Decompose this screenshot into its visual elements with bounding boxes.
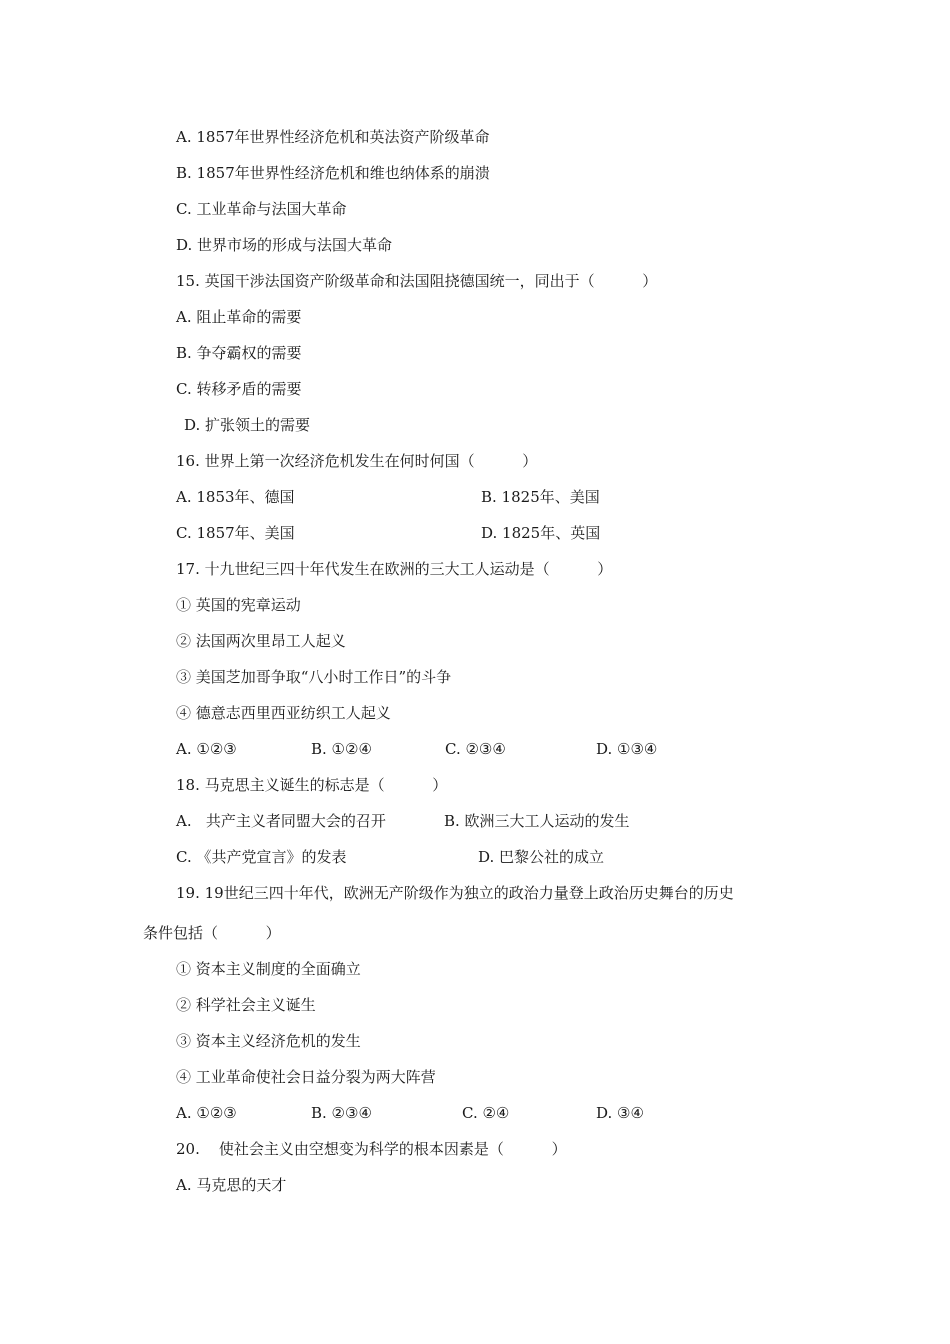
option-17b: B. ①②④ bbox=[311, 740, 372, 758]
item-19-3: ③ 资本主义经济危机的发生 bbox=[176, 1032, 361, 1050]
question-20: 20. 使社会主义由空想变为科学的根本因素是（ ） bbox=[176, 1140, 567, 1158]
option-17d: D. ①③④ bbox=[596, 740, 658, 758]
option-16a: A. 1853年、德国 bbox=[176, 488, 295, 506]
option-14c: C. 工业革命与法国大革命 bbox=[176, 200, 347, 218]
item-17-4: ④ 德意志西里西亚纺织工人起义 bbox=[176, 704, 391, 722]
option-19b: B. ②③④ bbox=[311, 1104, 372, 1122]
option-18a: A. 共产主义者同盟大会的召开 bbox=[176, 812, 386, 830]
item-17-3: ③ 美国芝加哥争取“八小时工作日”的斗争 bbox=[176, 668, 452, 686]
item-17-1: ① 英国的宪章运动 bbox=[176, 596, 301, 614]
option-15c: C. 转移矛盾的需要 bbox=[176, 380, 302, 398]
option-16c: C. 1857年、美国 bbox=[176, 524, 295, 542]
question-19-continued: 条件包括（ ） bbox=[143, 924, 281, 942]
question-17: 17. 十九世纪三四十年代发生在欧洲的三大工人运动是（ ） bbox=[176, 560, 613, 578]
item-19-2: ② 科学社会主义诞生 bbox=[176, 996, 316, 1014]
option-18b: B. 欧洲三大工人运动的发生 bbox=[444, 812, 630, 830]
question-16: 16. 世界上第一次经济危机发生在何时何国（ ） bbox=[176, 452, 538, 470]
option-14b: B. 1857年世界性经济危机和维也纳体系的崩溃 bbox=[176, 164, 490, 182]
option-16b: B. 1825年、美国 bbox=[481, 488, 600, 506]
option-14d: D. 世界市场的形成与法国大革命 bbox=[176, 236, 393, 254]
option-15a: A. 阻止革命的需要 bbox=[176, 308, 302, 326]
option-20a: A. 马克思的天才 bbox=[176, 1176, 287, 1194]
option-18c: C. 《共产党宣言》的发表 bbox=[176, 848, 347, 866]
option-19a: A. ①②③ bbox=[176, 1104, 237, 1122]
option-19d: D. ③④ bbox=[596, 1104, 644, 1122]
option-17a: A. ①②③ bbox=[176, 740, 237, 758]
option-15b: B. 争夺霸权的需要 bbox=[176, 344, 302, 362]
item-17-2: ② 法国两次里昂工人起义 bbox=[176, 632, 346, 650]
question-19: 19. 19世纪三四十年代，欧洲无产阶级作为独立的政治力量登上政治历史舞台的历史 bbox=[176, 884, 734, 902]
option-19c: C. ②④ bbox=[462, 1104, 510, 1122]
question-18: 18. 马克思主义诞生的标志是（ ） bbox=[176, 776, 448, 794]
option-15d: D. 扩张领土的需要 bbox=[184, 416, 311, 434]
option-16d: D. 1825年、英国 bbox=[481, 524, 601, 542]
option-17c: C. ②③④ bbox=[445, 740, 506, 758]
option-18d: D. 巴黎公社的成立 bbox=[478, 848, 605, 866]
question-15: 15. 英国干涉法国资产阶级革命和法国阻挠德国统一，同出于（ ） bbox=[176, 272, 658, 290]
option-14a: A. 1857年世界性经济危机和英法资产阶级革命 bbox=[176, 128, 490, 146]
item-19-4: ④ 工业革命使社会日益分裂为两大阵营 bbox=[176, 1068, 436, 1086]
item-19-1: ① 资本主义制度的全面确立 bbox=[176, 960, 361, 978]
